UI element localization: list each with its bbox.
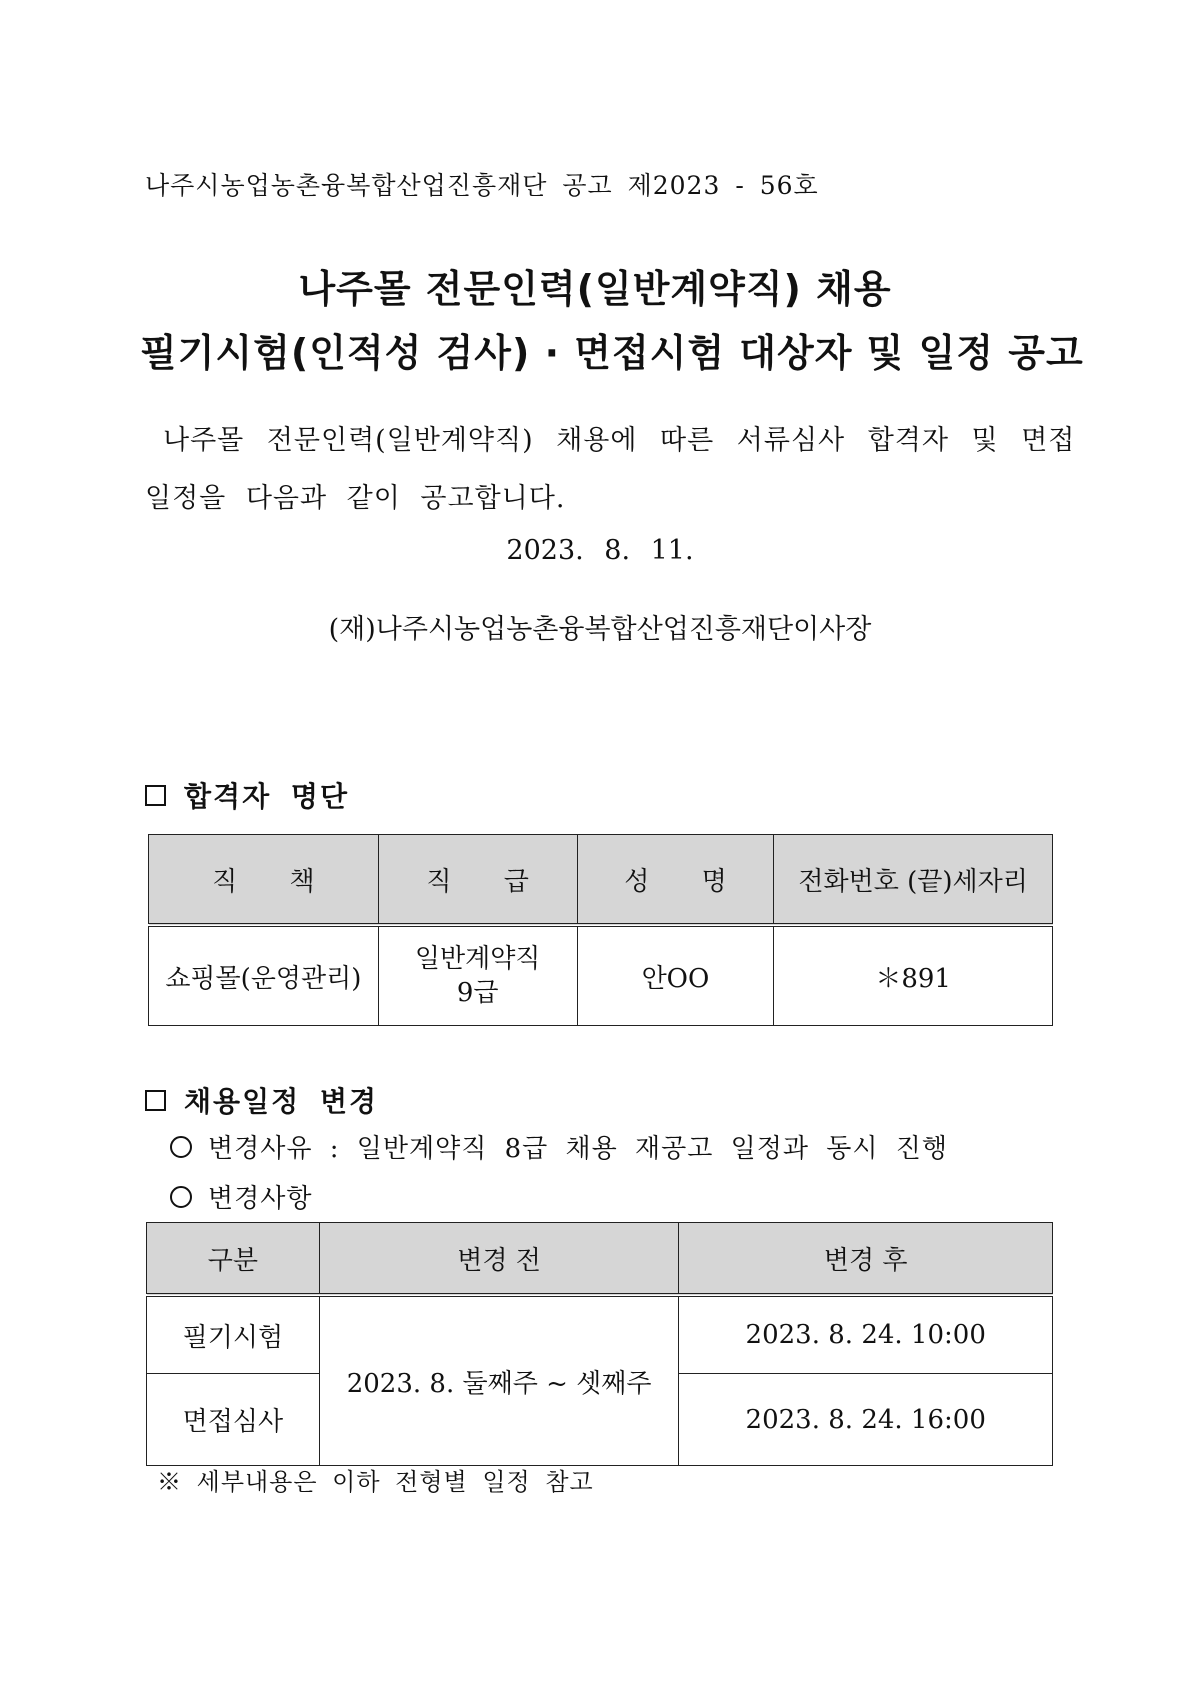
- cell-after-interview: 2023. 8. 24. 16:00: [679, 1374, 1053, 1466]
- announcement-date: 2023. 8. 11.: [506, 535, 694, 566]
- cell-grade-line1: 일반계약직: [414, 944, 541, 974]
- header-phone: 전화번호 (끝)세자리: [774, 835, 1053, 926]
- table-header-row: [147, 1223, 1053, 1296]
- change-reason-text: 변경사유 : 일반계약직 8급 채용 재공고 일정과 동시 진행: [208, 1134, 948, 1164]
- header-before: 변경 전: [319, 1223, 679, 1296]
- cell-name: 안OO: [577, 925, 774, 1026]
- schedule-table: [146, 1222, 1053, 1466]
- passers-heading-text: 합격자 명단: [184, 780, 349, 813]
- table-row: [149, 925, 1053, 1026]
- checkbox-square-icon: [145, 1090, 166, 1111]
- schedule-section-heading: [145, 1080, 378, 1120]
- change-items: [170, 1178, 312, 1215]
- page-title-line1: 나주몰 전문인력(일반계약직) 채용: [298, 267, 892, 311]
- table-header-row: [149, 835, 1053, 926]
- cell-category-written: 필기시험: [147, 1295, 320, 1374]
- change-items-text: 변경사항: [208, 1184, 313, 1214]
- checkbox-square-icon: [145, 785, 166, 806]
- cell-category-interview: 면접심사: [147, 1374, 320, 1466]
- table-row: [147, 1295, 1053, 1374]
- circle-bullet-icon: [170, 1136, 192, 1158]
- intro-text-line1: 나주몰 전문인력(일반계약직) 채용에 따른 서류심사 합격자 및 면접: [163, 425, 1076, 456]
- passers-table: [148, 834, 1053, 1026]
- cell-grade: [378, 925, 577, 1026]
- intro-text-line2: 일정을 다음과 같이 공고합니다.: [145, 483, 566, 514]
- cell-position: 쇼핑몰(운영관리): [149, 925, 379, 1026]
- circle-bullet-icon: [170, 1186, 192, 1208]
- cell-grade-line2: 9급: [456, 978, 499, 1008]
- cell-before-period: 2023. 8. 둘째주 ~ 셋째주: [319, 1295, 679, 1466]
- header-category: 구분: [147, 1223, 320, 1296]
- change-reason: [170, 1128, 948, 1165]
- footnote: ※ 세부내용은 이하 전형별 일정 참고: [157, 1468, 594, 1496]
- header-after: 변경 후: [679, 1223, 1053, 1296]
- page-title-line2: 필기시험(인적성 검사) · 면접시험 대상자 및 일정 공고: [140, 331, 1084, 375]
- cell-after-written: 2023. 8. 24. 10:00: [679, 1295, 1053, 1374]
- header-grade: 직 급: [378, 835, 577, 926]
- header-position: 직 책: [149, 835, 379, 926]
- cell-phone: ＊891: [774, 925, 1053, 1026]
- header-name: 성 명: [577, 835, 774, 926]
- notice-number: 나주시농업농촌융복합산업진흥재단 공고 제2023 - 56호: [145, 171, 819, 200]
- passers-section-heading: [145, 775, 349, 815]
- schedule-heading-text: 채용일정 변경: [184, 1085, 379, 1118]
- issuer-name: (재)나주시농업농촌융복합산업진흥재단이사장: [328, 614, 872, 645]
